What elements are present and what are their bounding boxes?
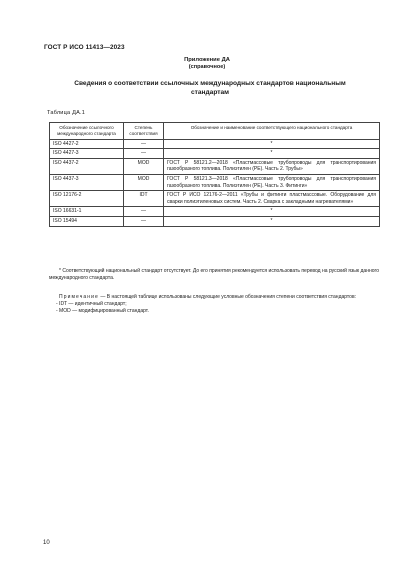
table-caption: Таблица ДА.1	[47, 110, 86, 116]
cell-degree: MOD	[124, 158, 164, 174]
note-label: Примечание	[59, 294, 99, 300]
note-block	[49, 294, 379, 316]
table-row	[50, 149, 380, 159]
table-row	[50, 207, 380, 217]
table-row	[50, 158, 380, 174]
cell-standard: ISO 4427-3	[50, 149, 124, 159]
note-item-idt: - IDT — идентичный стандарт;	[56, 301, 127, 308]
header-national-standard: Обозначение и наименование соответствующего национального стандарта	[164, 123, 380, 140]
cell-standard: ISO 4437-2	[50, 158, 124, 174]
cell-national: *	[164, 139, 380, 149]
table-footnote: * Соответствующий национальный стандарт отсутствует. До его принятия рекомендуется использовать перевод на русский язык данного международного стандарта.	[49, 268, 379, 282]
table-row	[50, 174, 380, 190]
cell-degree: —	[124, 149, 164, 159]
cell-standard: ISO 15494	[50, 216, 124, 226]
cell-degree: —	[124, 207, 164, 217]
header-international-standard: Обозначение ссылочного международного стандарта	[50, 123, 124, 140]
section-title: Сведения о соответствии ссылочных международных стандартов национальным стандартам	[74, 80, 346, 96]
table-row	[50, 191, 380, 207]
appendix-title: Приложение ДА	[184, 57, 230, 63]
table-header-row	[50, 123, 380, 140]
cell-national: ГОСТ Р 58121.3—2018 «Пластмассовые трубопроводы для транспортирования газообразного топлива. Полиэтилен (PE). Часть 3. Фитинги»	[164, 174, 380, 190]
cell-standard: ISO 12176-2	[50, 191, 124, 207]
cell-national: *	[164, 149, 380, 159]
header-degree: Степень соответствия	[124, 123, 164, 140]
cell-standard: ISO 16631-1	[50, 207, 124, 217]
correspondence-table	[49, 122, 380, 227]
cell-national: ГОСТ Р ИСО 12176-2—2011 «Трубы и фитинги пластмассовые. Оборудование для сварки полиэтиленовых систем. Часть 2. Сварка с закладными нагревателями»	[164, 191, 380, 207]
table-row	[50, 139, 380, 149]
appendix-subtitle: (справочное)	[188, 64, 226, 70]
note-text: — В настоящей таблице использованы следующие условные обозначения степени соответствия стандартов:	[100, 294, 356, 300]
cell-degree: MOD	[124, 174, 164, 190]
cell-standard: ISO 4427-2	[50, 139, 124, 149]
cell-degree: IDT	[124, 191, 164, 207]
cell-national: ГОСТ Р 58121.2—2018 «Пластмассовые трубопроводы для транспортирования газообразного топлива. Полиэтилен (PE). Часть 2. Трубы»	[164, 158, 380, 174]
document-header: ГОСТ Р ИСО 11413—2023	[44, 44, 125, 51]
cell-national: *	[164, 216, 380, 226]
cell-degree: —	[124, 139, 164, 149]
note-item-mod: - MOD — модифицированный стандарт.	[56, 308, 149, 315]
table-row	[50, 216, 380, 226]
page-number: 10	[43, 540, 50, 546]
cell-standard: ISO 4437-3	[50, 174, 124, 190]
cell-degree: —	[124, 216, 164, 226]
cell-national: *	[164, 207, 380, 217]
